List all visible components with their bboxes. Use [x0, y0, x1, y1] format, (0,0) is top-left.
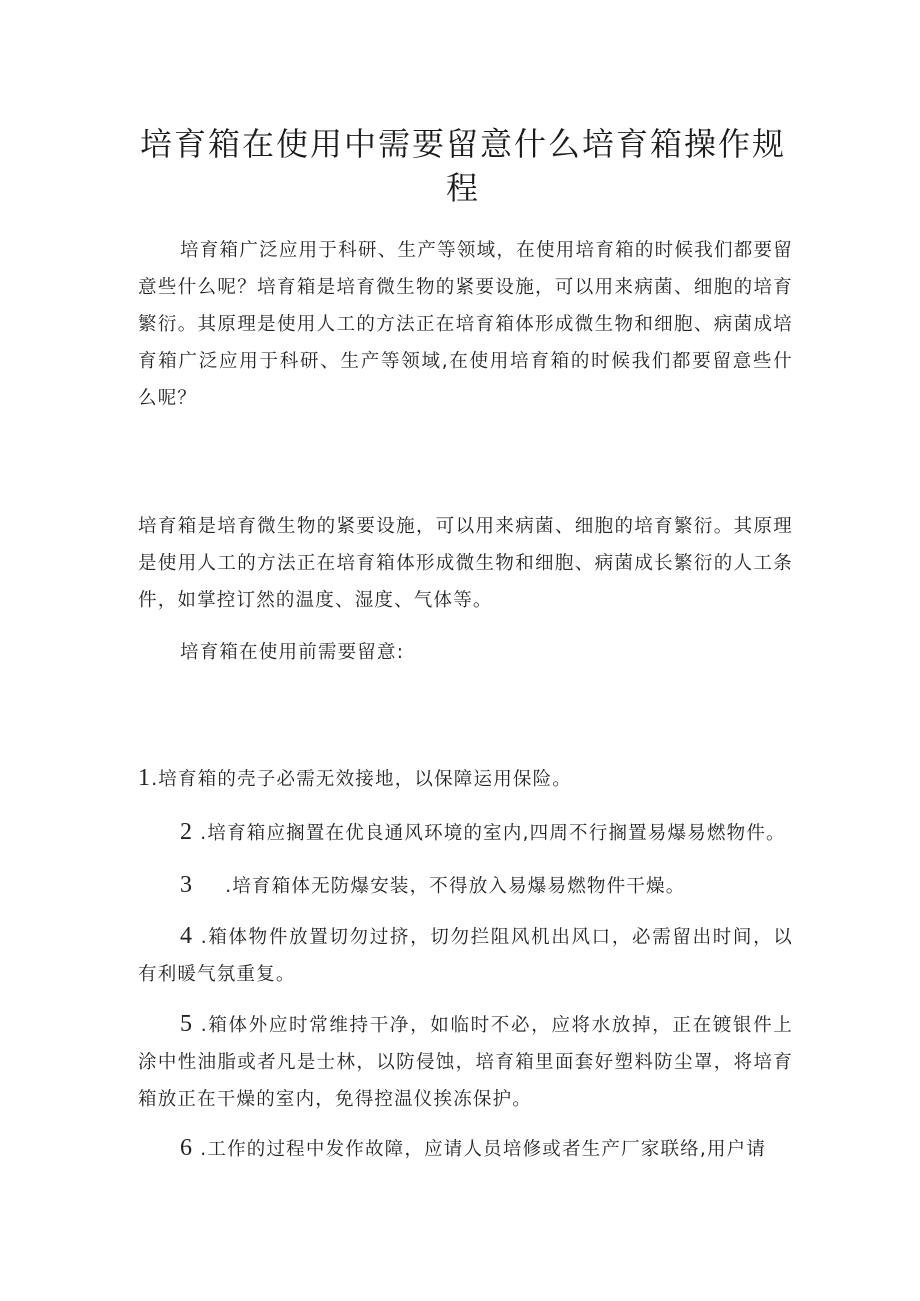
list-item-text: 培育箱应搁置在优良通风环境的室内,四周不行搁置易爆易燃物件。: [207, 823, 786, 844]
principle-paragraph: 培育箱是培育微生物的紧要设施，可以用来病菌、细胞的培育繁衍。其原理是使用人工的方法正在培育箱体形成微生物和细胞、病菌成长繁衍的人工条件，如掌控订然的温度、湿度、气体等。: [138, 516, 793, 611]
list-item-separator: .: [193, 823, 208, 844]
list-item-separator: .: [193, 1015, 208, 1036]
list-item-text: 箱体外应时常维持干净，如临时不必，应将水放掉，正在镀银件上涂中性油脂或者凡是士林，以防侵蚀，培育箱里面套好塑料防尘罩，将培育箱放正在干燥的室内，免得控温仪挨冻保护。: [138, 1015, 793, 1110]
list-item-number: 4: [180, 923, 194, 949]
list-item-text: 培育箱的壳子必需无效接地，以保障运用保险。: [158, 769, 572, 790]
intro-paragraph: 培育箱广泛应用于科研、生产等领域，在使用培育箱的时候我们都要留意些什么呢？培育箱是培育微生物的紧要设施，可以用来病菌、细胞的培育繁衍。其原理是使用人工的方法正在培育箱体形成微生物和细胞、病菌成培育箱广泛应用于科研、生产等领域,在使用培育箱的时候我们都要留意些什么呢？: [138, 240, 793, 409]
list-item-number: 6: [180, 1135, 194, 1161]
list-item-6: [138, 1130, 793, 1168]
list-item-separator: .: [151, 769, 159, 790]
list-item-separator: .: [193, 927, 208, 948]
list-item-number: 1: [138, 765, 152, 791]
document-title: 培育箱在使用中需要留意什么培育箱操作规程: [139, 125, 786, 207]
before-use-heading: 培育箱在使用前需要留意:: [180, 642, 405, 663]
list-item-number: 3: [180, 872, 194, 898]
list-item-text: 培育箱体无防爆安装，不得放入易爆易燃物件干燥。: [232, 876, 686, 897]
list-item-text: 工作的过程中发作故障，应请人员培修或者生产厂家联络,用户请: [207, 1139, 767, 1160]
list-item-4: [138, 918, 793, 993]
list-item-2: [138, 814, 793, 852]
list-item-3: [138, 867, 793, 905]
list-item-separator: .: [193, 1139, 208, 1160]
list-item-separator: .: [225, 876, 233, 897]
list-item-5: [138, 1006, 793, 1118]
list-item-text: 箱体物件放置切勿过挤，切勿拦阻风机出风口，必需留出时间，以有利暖气氛重复。: [138, 927, 793, 985]
list-item-1: [138, 760, 793, 798]
list-item-number: 2: [180, 819, 194, 845]
list-item-number: 5: [180, 1011, 194, 1037]
